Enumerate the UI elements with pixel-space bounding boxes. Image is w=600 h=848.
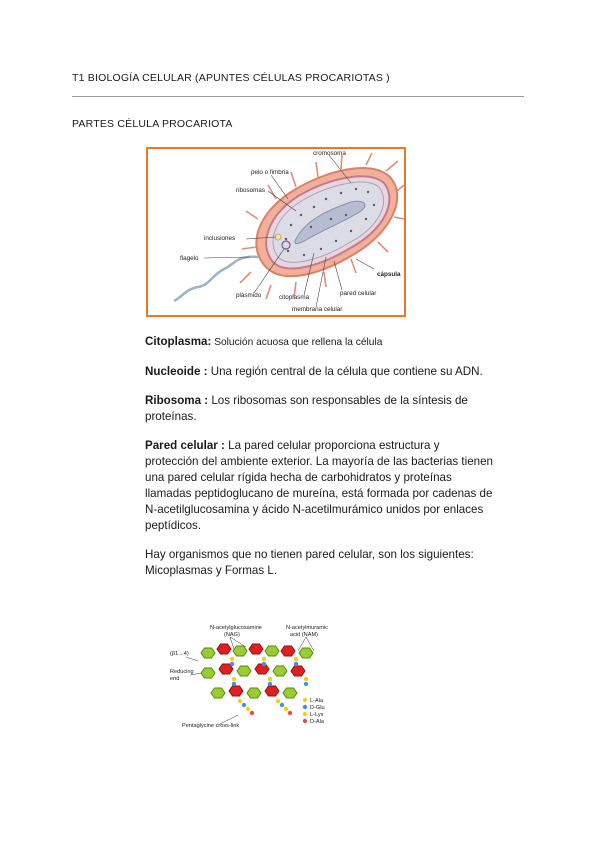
header-divider	[72, 96, 524, 97]
label-nag: N-acetylglucosamine	[210, 625, 262, 631]
label-glu: D-Glu	[310, 705, 325, 711]
term-citoplasma: Citoplasma:	[145, 335, 212, 348]
definitions	[145, 334, 495, 579]
term-pared: Pared celular :	[145, 439, 225, 452]
page-title: T1 BIOLOGÍA CELULAR (APUNTES CÉLULAS PROCARIOTAS )	[72, 72, 390, 84]
text-citoplasma: Solución acuosa que rellena la célula	[211, 337, 383, 348]
note-no-wall: Hay organismos que no tienen pared celular, son los siguientes: Micoplasmas y Formas L.	[145, 548, 474, 577]
label-pared: pared celular	[340, 290, 377, 297]
label-dala: D-Ala	[310, 719, 324, 725]
label-cross: Pentaglycine cross-link	[182, 723, 240, 729]
label-cromosoma: cromosoma	[313, 150, 346, 157]
label-bond: (β1→4)	[170, 651, 189, 657]
label-end: end	[170, 676, 180, 682]
label-citoplasma: citoplasma	[279, 294, 310, 301]
text-pared: La pared celular proporciona estructura y protección del ambiente exterior. La mayoría de las bacterias tienen una pared celular rígida hecha de carbohidratos y proteínas llamadas peptidoglucano de mureína, está formada por cadenas de N-acetilglucosamina y ácido N-acetilmurámico unidos por enlaces peptídicos.	[145, 439, 494, 532]
legend-beads	[303, 698, 307, 723]
label-capsula: cápsula	[377, 271, 401, 278]
def-nucleoide	[145, 364, 495, 380]
def-citoplasma	[145, 334, 495, 351]
label-plasmido: plásmido	[236, 292, 262, 299]
prokaryote-diagram	[146, 147, 406, 317]
label-nam-abbr: acid (NAM)	[290, 632, 318, 638]
label-membrana: membrana celular	[292, 306, 343, 313]
label-ribosomas: ribosomas	[236, 187, 266, 194]
label-ala: L-Ala	[310, 698, 324, 704]
label-inclusiones: inclusiones	[204, 235, 236, 242]
label-nag-abbr: (NAG)	[224, 632, 240, 638]
label-pelo: pelo o fimbria	[251, 169, 289, 176]
label-reducing: Reducing	[170, 669, 194, 675]
label-nam: N-acetylmuramic	[286, 625, 328, 631]
peptidoglycan-diagram	[168, 623, 358, 731]
glycan-chains	[201, 644, 313, 698]
label-flagelo: flagelo	[180, 255, 199, 262]
label-lys: L-Lys	[310, 712, 324, 718]
def-ribosoma	[145, 393, 495, 425]
term-ribosoma: Ribosoma :	[145, 394, 209, 407]
term-nucleoide: Nucleoide :	[145, 365, 208, 378]
def-pared	[145, 438, 495, 534]
text-nucleoide: Una región central de la célula que contiene su ADN.	[207, 365, 483, 378]
text-ribosoma: Los ribosomas son responsables de la síntesis de proteínas.	[145, 394, 468, 423]
section-title: PARTES CÉLULA PROCARIOTA	[72, 118, 233, 130]
